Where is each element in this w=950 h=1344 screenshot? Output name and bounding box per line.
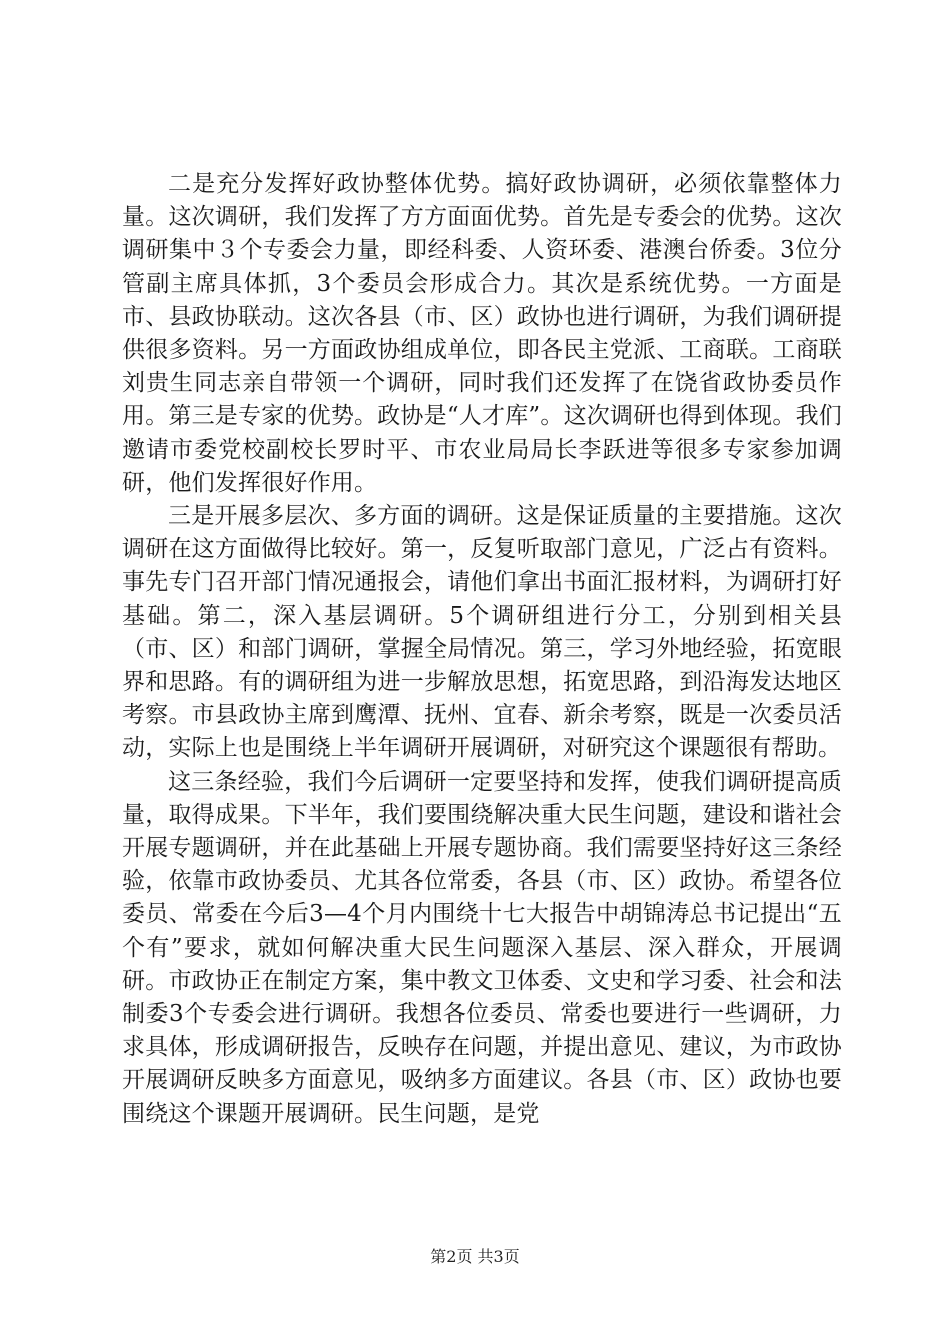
document-body — [122, 168, 842, 1131]
paragraph-1: 二是充分发挥好政协整体优势。搞好政协调研，必须依靠整体力量。这次调研，我们发挥了方方面面优势。首先是专委会的优势。这次调研集中３个专委会力量，即经科委、人资环委、港澳台侨委。3位分管副主席具体抓，3个委员会形成合力。其次是系统优势。一方面是市、县政协联动。这次各县（市、区）政协也进行调研，为我们调研提供很多资料。另一方面政协组成单位，即各民主党派、工商联。工商联刘贵生同志亲自带领一个调研，同时我们还发挥了在饶省政协委员作用。第三是专家的优势。政协是“人才库”。这次调研也得到体现。我们邀请市委党校副校长罗时平、市农业局局长李跃进等很多专家参加调研，他们发挥很好作用。 — [122, 171, 842, 496]
page-footer: 第2页 共3页 — [430, 1247, 520, 1266]
paragraph-2: 三是开展多层次、多方面的调研。这是保证质量的主要措施。这次调研在这方面做得比较好。第一，反复听取部门意见，广泛占有资料。事先专门召开部门情况通报会，请他们拿出书面汇报材料，为调研打好基础。第二，深入基层调研。5个调研组进行分工，分别到相关县（市、区）和部门调研，掌握全局情况。第三，学习外地经验，拓宽眼界和思路。有的调研组为进一步解放思想，拓宽思路，到沿海发达地区考察。市县政协主席到鹰潭、抚州、宜春、新余考察，既是一次委员活动，实际上也是围绕上半年调研开展调研，对研究这个课题很有帮助。 — [122, 503, 842, 762]
paragraph-3: 这三条经验，我们今后调研一定要坚持和发挥，使我们调研提高质量，取得成果。下半年，我们要围绕解决重大民生问题，建设和谐社会开展专题调研，并在此基础上开展专题协商。我们需要坚持好这三条经验，依靠市政协委员、尤其各位常委，各县（市、区）政协。希望各位委员、常委在今后3—4个月内围绕十七大报告中胡锦涛总书记提出“五个有”要求，就如何解决重大民生问题深入基层、深入群众，开展调研。市政协正在制定方案，集中教文卫体委、文史和学习委、社会和法制委3个专委会进行调研。我想各位委员、常委也要进行一些调研，力求具体，形成调研报告，反映存在问题，并提出意见、建议，为市政协开展调研反映多方面意见，吸纳多方面建议。各县（市、区）政协也要围绕这个课题开展调研。民生问题，是党 — [122, 768, 842, 1127]
